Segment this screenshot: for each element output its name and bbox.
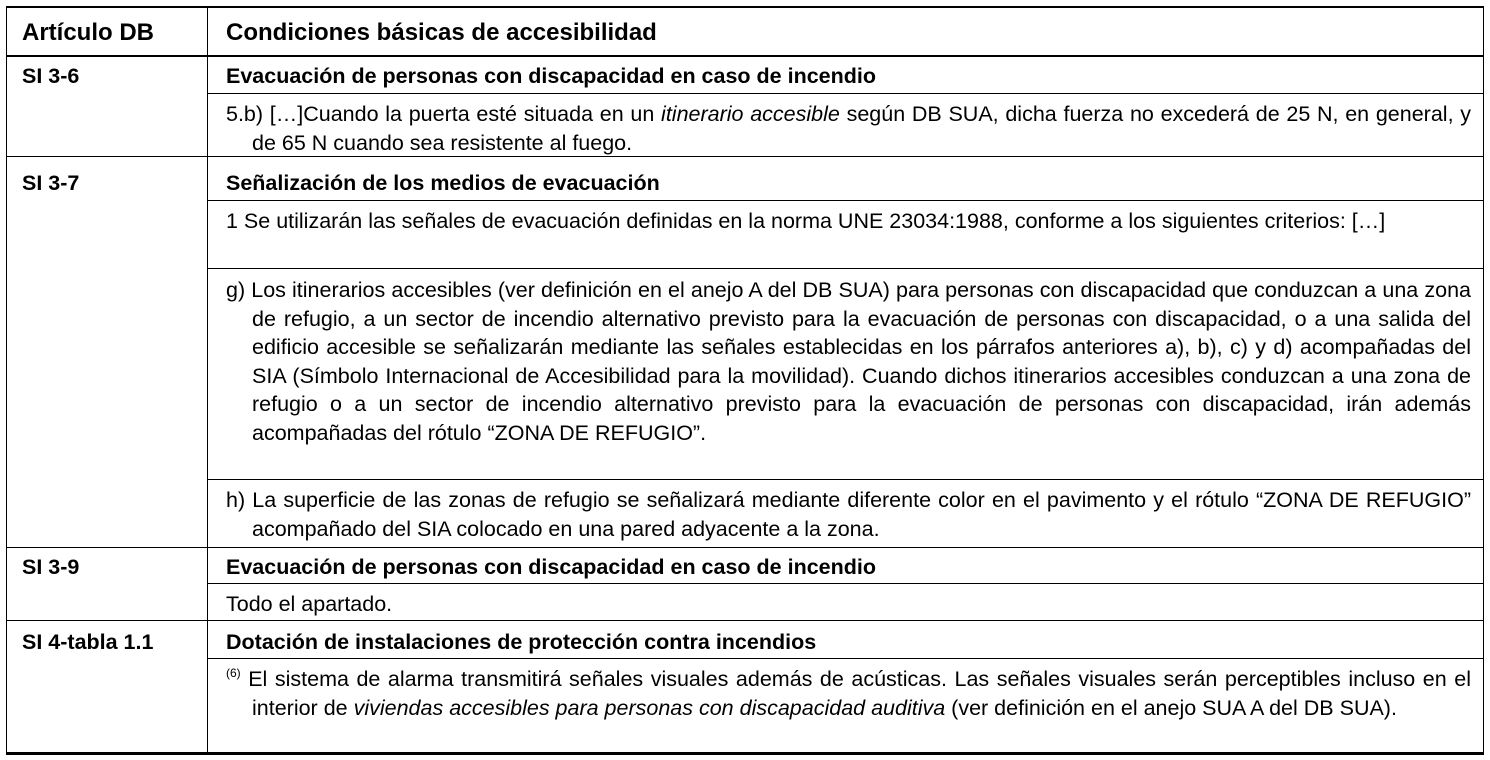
paragraph-emphasis: itinerario accesible xyxy=(661,102,840,126)
title-divider xyxy=(207,200,1484,201)
paragraph: 1 Se utilizarán las señales de evacuación definidas en la norma UNE 23034:1988, conforme a los siguientes criterios: […] xyxy=(226,209,1386,233)
article-si-3-9: SI 3-9 xyxy=(22,555,80,579)
paragraph xyxy=(226,665,1471,722)
footnote-marker: (6) xyxy=(226,666,241,680)
article-si-4-tabla-1-1: SI 4-tabla 1.1 xyxy=(22,630,154,654)
paragraph-text: (ver definición en el anejo SUA A del DB SUA). xyxy=(945,695,1397,720)
paragraph: g) Los itinerarios accesibles (ver definición en el anejo A del DB SUA) para personas con discapacidad que conduzcan a una zona de refugio, a un sector de incendio alternativo previsto para la evacuación de personas con discapacidad, o a una salida del edificio accesible se señalizarán mediante las señales establecidas en los párrafos anteriores a), b), c) y d) acompañadas del SIA (Símbolo Internacional de Accesibilidad para la movilidad). Cuando dichos itinerarios accesibles conduzcan a una zona de refugio o a un sector de incendio alternativo previsto para la evacuación de personas con discapacidad, irán además acompañadas del rótulo “ZONA DE REFUGIO”. xyxy=(226,278,1471,445)
paragraph-text: 5.b) […]Cuando la puerta esté situada en un xyxy=(226,102,662,126)
article-si-3-6: SI 3-6 xyxy=(22,64,80,88)
table-bottom-border xyxy=(6,752,1484,755)
table-top-border xyxy=(6,6,1484,8)
accessibility-table xyxy=(6,6,1484,755)
title-divider xyxy=(207,658,1484,659)
paragraph-emphasis: viviendas accesibles para personas con discapacidad auditiva xyxy=(353,695,946,720)
para-divider xyxy=(207,479,1484,480)
header-conditions: Condiciones básicas de accesibilidad xyxy=(226,19,657,46)
paragraph xyxy=(226,100,1471,157)
title-divider xyxy=(207,93,1484,94)
row-title: Evacuación de personas con discapacidad en caso de incendio xyxy=(226,64,876,88)
header-divider xyxy=(6,55,1484,57)
para-divider xyxy=(207,268,1484,269)
paragraph: h) La superficie de las zonas de refugio se señalizará mediante diferente color en el pavimento y el rótulo “ZONA DE REFUGIO” acompañado del SIA colocado en una pared adyacente a la zona. xyxy=(226,488,1471,541)
row-title: Señalización de los medios de evacuación xyxy=(226,171,660,195)
column-divider xyxy=(207,6,208,755)
table-left-border xyxy=(6,6,7,755)
row-title: Evacuación de personas con discapacidad en caso de incendio xyxy=(226,555,876,579)
paragraph-text: El sistema de alarma transmitirá señales visuales además de acústicas. Las señales visuales serán perceptibles incluso en el interior de xyxy=(240,667,1471,720)
header-article: Artículo DB xyxy=(22,19,154,46)
title-divider xyxy=(207,583,1484,584)
article-si-3-7: SI 3-7 xyxy=(22,171,80,195)
table-right-border xyxy=(1483,6,1484,755)
row-title: Dotación de instalaciones de protección contra incendios xyxy=(226,630,817,654)
row-divider xyxy=(6,547,1484,548)
row-divider xyxy=(6,620,1484,621)
paragraph-text: según DB SUA, dicha fuerza no excederá de 25 N, en general, y de 65 N cuando sea resistente al fuego. xyxy=(252,102,1472,155)
paragraph: Todo el apartado. xyxy=(226,592,393,616)
